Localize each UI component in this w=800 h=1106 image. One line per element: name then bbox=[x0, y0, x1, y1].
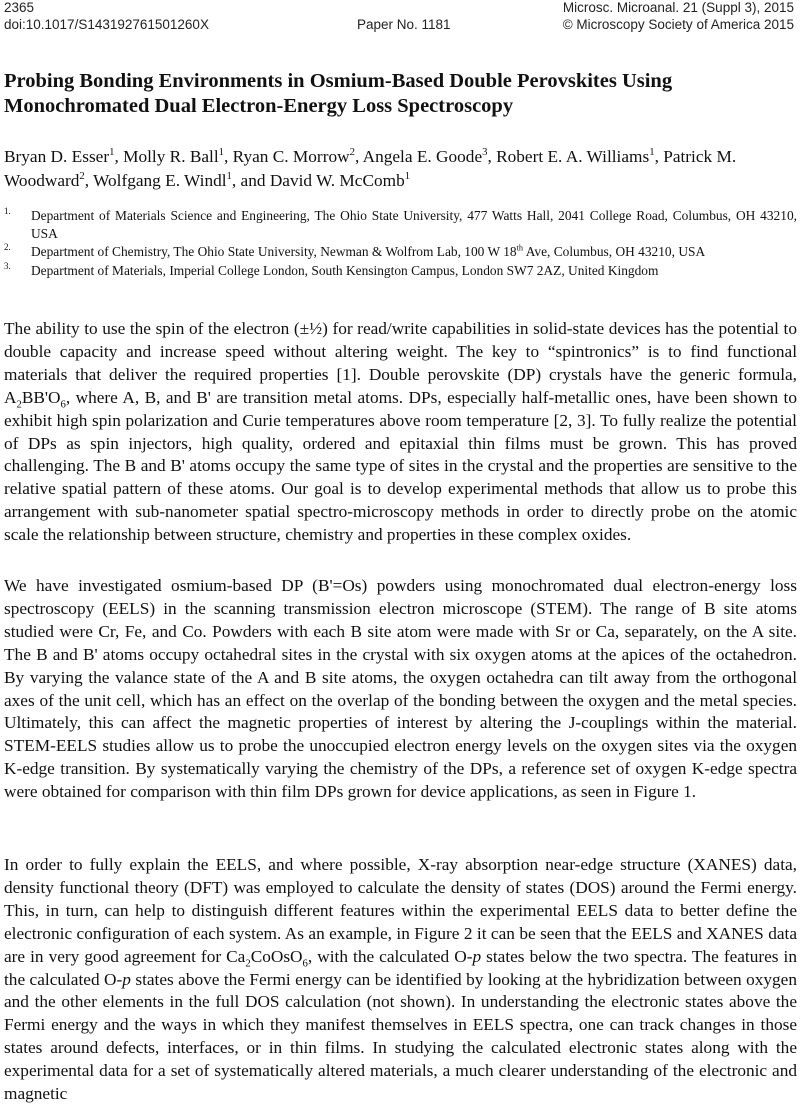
author: Bryan D. Esser$^1$, bbox=[4, 146, 124, 166]
body-paragraph: We have investigated osmium-based DP (B'=Os) powders using monochromated dual electron-energy loss spectroscopy (EELS) in the scanning transmission electron microscope (STEM). The range of B site atoms studied were Cr, Fe, and Co. Powders with each B site atom were made with Sr or Ca, separately, on the A site. The B and B' atoms occupy octahedral sites in the crystal with six oxygen atoms at the apices of the octahedron. By varying the valance state of the A and B site atoms, the oxygen octahedra can tilt away from the orthogonal axes of the unit cell, which has an effect on the overlap of the bonding between the oxygen and the metal species. Ultimately, this can affect the magnetic properties of interest by altering the J-couplings within the material. STEM-EELS studies allow us to probe the unoccupied electron energy levels on the oxygen sites via the oxygen K-edge transition. By systematically varying the chemistry of the DPs, a reference set of oxygen K-edge spectra were obtained for comparison with thin film DPs grown for device applications, as seen in Figure 1. bbox=[4, 576, 797, 802]
author: Angela E. Goode$^3$, bbox=[362, 146, 497, 166]
author: Ryan C. Morrow$^2$, bbox=[232, 146, 363, 166]
author: Wolfgang E. Windl$^1$, and bbox=[93, 170, 270, 190]
affiliation bbox=[4, 243, 797, 261]
affiliation-list bbox=[4, 207, 797, 280]
affiliation bbox=[4, 262, 797, 280]
author: Patrick M. Woodward$^2$, bbox=[4, 147, 737, 190]
author-list bbox=[4, 145, 794, 193]
copyright: © Microscopy Society of America 2015 bbox=[562, 17, 794, 32]
affiliation-number: 2. bbox=[4, 242, 11, 252]
paper-title: Probing Bonding Environments in Osmium-Based Double Perovskites Using Monochromated Dual Electron-Energy Loss Spectroscopy bbox=[4, 70, 673, 117]
affiliation-text: Department of Materials, Imperial College London, South Kensington Campus, London SW7 2AZ, United Kingdom bbox=[31, 262, 659, 278]
affiliation-number: 3. bbox=[4, 260, 11, 271]
journal-citation: Microsc. Microanal. 21 (Suppl 3), 2015 bbox=[562, 0, 794, 15]
affiliation bbox=[4, 207, 797, 242]
affiliation-text: Department of Chemistry, The Ohio State University, Newman & Wolfrom Lab, 100 W 18th Ave, Columbus, OH 43210, USA bbox=[31, 243, 706, 259]
paper-number: Paper No. 1181 bbox=[357, 17, 451, 32]
author: Robert E. A. Williams$^1$, bbox=[496, 146, 664, 166]
affiliation-number: 1. bbox=[4, 206, 11, 216]
author: David W. McComb$^1$ bbox=[269, 170, 411, 190]
doi: doi:10.1017/S143192761501260X bbox=[4, 17, 209, 32]
body-paragraph: In order to fully explain the EELS, and where possible, X-ray absorption near-edge structure (XANES) data, density functional theory (DFT) was employed to calculate the density of states (DOS) around the Fermi energy. This, in turn, can help to distinguish different features within the experimental EELS data to better define the electronic configuration of each system. As an example, in Figure 2 it can be seen that the EELS and XANES data are in very good agreement for $Ca_2CoOsO_6$, with the calculated O-p states below the two spectra. The features in the calculated O-p states above the Fermi energy can be identified by looking at the hybridization between oxygen and the other elements in the full DOS calculation (not shown). In understanding the electronic states above the Fermi energy and the ways in which they manifest themselves in EELS spectra, one can track changes in those states around defects, interfaces, or in thin films. In studying the calculated electronic states along with the experimental data for a set of systematically altered materials, a much clearer understanding of the electronic and magnetic bbox=[4, 855, 797, 1104]
affiliation-text: Department of Materials Science and Engineering, The Ohio State University, 477 Watts Hall, 2041 College Road, Columbus, OH 43210, USA bbox=[31, 208, 797, 241]
body-paragraph: The ability to use the spin of the electron (±½) for read/write capabilities in solid-state devices has the potential to double capacity and increase speed without altering weight. The key to “spintronics” is to find functional materials that deliver the required properties [1]. Double perovskite (DP) crystals have the generic formula, $A_2BB'O_6$, where A, B, and B' are transition metal atoms. DPs, especially half-metallic ones, have been shown to exhibit high spin polarization and Curie temperatures above room temperature [2, 3]. To fully realize the potential of DPs as spin injectors, high quality, ordered and epitaxial thin films must be grown. This has proved challenging. The B and B' atoms occupy the same type of sites in the crystal and the properties are sensitive to the relative spatial pattern of these atoms. Our goal is to develop experimental methods that allow us to probe this arrangement with sub-nanometer spatial spectro-microscopy methods in order to directly probe on the atomic scale the relationship between structure, chemistry and properties in these complex oxides. bbox=[4, 319, 797, 545]
page-number: 2365 bbox=[4, 0, 35, 15]
author: Molly R. Ball$^1$, bbox=[123, 146, 233, 166]
